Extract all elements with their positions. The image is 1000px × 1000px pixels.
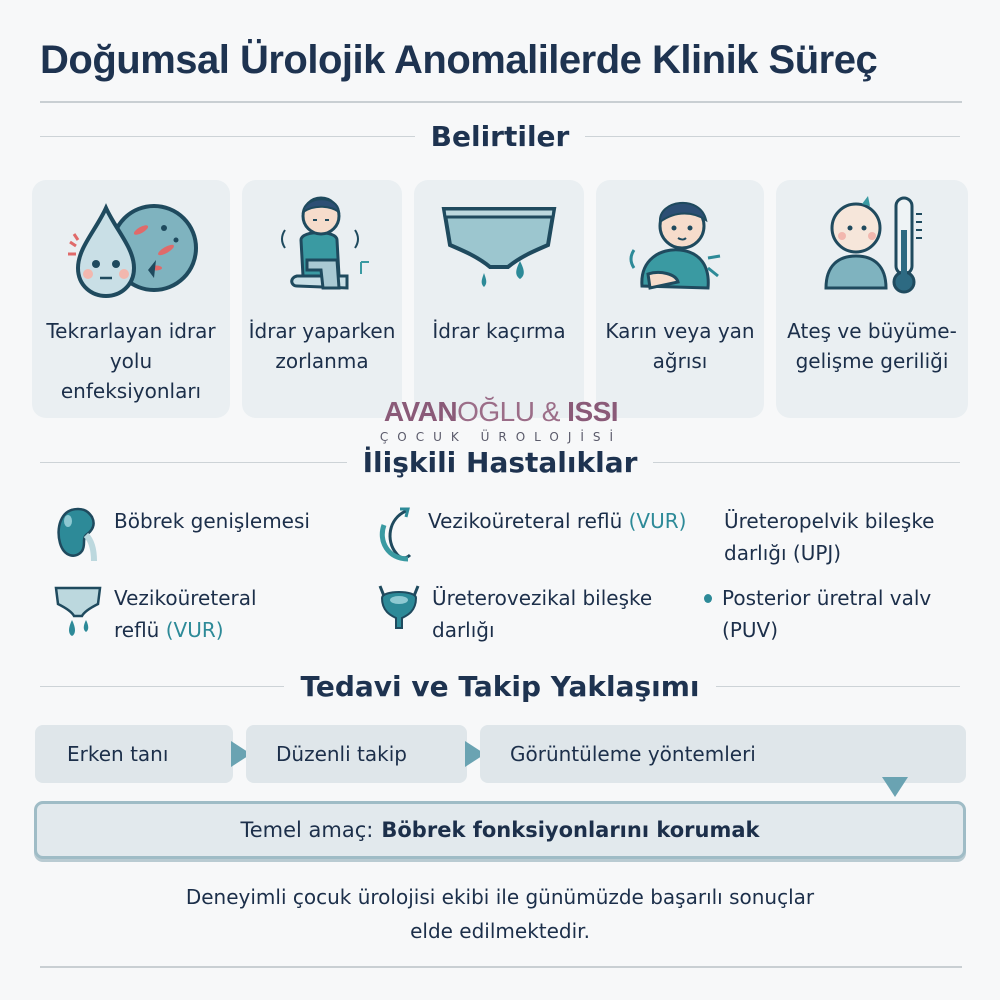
bullet-dot-icon (704, 594, 712, 603)
bottom-divider (40, 966, 962, 968)
symptom-label: Karın veya yan ağrısı (605, 319, 755, 373)
disease-text: Vezikoüreteral reflü (428, 509, 629, 533)
disease-abbr: (VUR) (628, 509, 687, 533)
page-title: Doğumsal Ürolojik Anomalilerde Klinik Süreç (40, 38, 878, 82)
divider-line (40, 462, 347, 464)
section-header-treatment (40, 670, 960, 703)
symptom-label: İdrar kaçırma (432, 319, 566, 343)
divider-line (653, 462, 960, 464)
droplet-bacteria-icon (32, 180, 230, 310)
divider-line (40, 136, 415, 138)
symptom-card (596, 180, 764, 418)
section-title-treatment: Tedavi ve Takip Yaklaşımı (300, 670, 700, 703)
wet-underwear-icon (414, 180, 584, 310)
symptom-card (776, 180, 968, 418)
logo-wordmark (376, 396, 626, 428)
logo-part: AVAN (383, 396, 458, 427)
arrow-down-icon (882, 777, 908, 797)
disease-abbr: (VUR) (165, 618, 224, 642)
disease-item (376, 582, 672, 646)
disease-text: Vezikoüreteral reflü (114, 586, 257, 642)
disease-label: Üreteropelvik bileşke darlığı (UPJ) (724, 509, 935, 565)
disease-item (378, 505, 686, 569)
disease-label (428, 505, 686, 537)
symptom-card (32, 180, 230, 418)
straining-child-icon (242, 180, 402, 310)
divider-line (585, 136, 960, 138)
flow-step: Görüntüleme yöntemleri (480, 725, 966, 783)
disease-item (724, 505, 964, 569)
reflux-arrow-icon (378, 505, 418, 569)
goal-prefix: Temel amaç: (240, 818, 374, 842)
logo-subtitle: ÇOCUK ÜROLOJİSİ (379, 430, 623, 444)
logo-part: ISSI (567, 396, 619, 427)
disease-item (52, 582, 294, 646)
symptom-label: Ateş ve büyüme-gelişme geriliği (787, 319, 957, 373)
symptom-label: Tekrarlayan idrar yolu enfeksiyonları (46, 319, 216, 403)
goal-box (34, 801, 966, 859)
flow-step: Erken tanı (35, 725, 233, 783)
kidney-icon (52, 505, 104, 569)
section-header-diseases (40, 446, 960, 479)
disease-label (114, 582, 294, 646)
symptom-label: İdrar yaparken zorlanma (248, 319, 396, 373)
title-divider (40, 101, 962, 103)
section-header-symptoms (40, 120, 960, 153)
section-title-symptoms: Belirtiler (430, 120, 570, 153)
underwear-drip-icon (52, 582, 104, 646)
disease-label: Böbrek genişlemesi (114, 509, 310, 533)
symptom-card (414, 180, 584, 418)
flow-step: Düzenli takip (246, 725, 467, 783)
footer-line: Deneyimli çocuk ürolojisi ekibi ile günümüzde başarılı sonuçlar (185, 885, 815, 909)
symptom-cards (32, 180, 968, 418)
footer-note (0, 880, 1000, 948)
goal-text: Böbrek fonksiyonlarını korumak (381, 818, 760, 842)
symptom-card (242, 180, 402, 418)
abdominal-pain-child-icon (596, 180, 764, 310)
footer-line: elde edilmektedir. (410, 919, 590, 943)
disease-label: Posterior üretral valv (PUV) (722, 586, 932, 642)
logo-part: OĞLU & (457, 396, 568, 427)
brand-logo (376, 396, 626, 444)
divider-line (716, 686, 960, 688)
disease-item (704, 582, 964, 646)
divider-line (40, 686, 284, 688)
bladder-icon (376, 582, 422, 636)
section-title-diseases: İlişkili Hastalıklar (362, 446, 638, 479)
disease-item (52, 505, 310, 569)
baby-thermometer-icon (776, 180, 968, 310)
disease-label: Üreterovezikal bileşke darlığı (432, 586, 653, 642)
